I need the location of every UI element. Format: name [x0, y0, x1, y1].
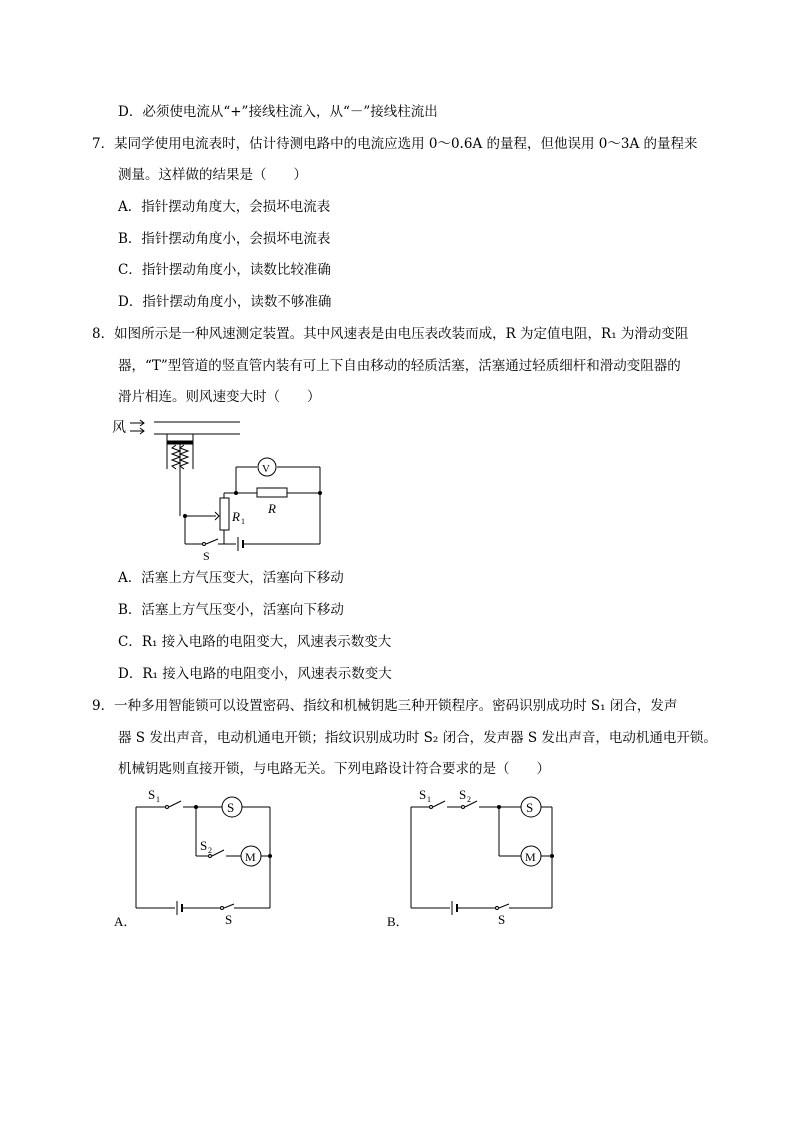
q7-stem-line1: 7．某同学使用电流表时，估计待测电路中的电流应选用 0～0.6A 的量程，但他误用 0～3A 的量程来	[92, 136, 698, 152]
switch-label: S	[203, 549, 210, 563]
q7-option-d: D．指针摆动角度小，读数不够准确	[118, 294, 332, 310]
q7-option-a: A．指针摆动角度大，会损坏电流表	[118, 199, 331, 215]
motor-label: M	[245, 850, 256, 864]
sounder-label: S	[526, 800, 534, 815]
motor-label: M	[525, 850, 536, 864]
main-switch-label: S	[498, 912, 506, 927]
option-a-label: A．	[114, 914, 137, 929]
q6-option-d: D．必须使电流从“+”接线柱流入，从“－”接线柱流出	[118, 104, 438, 120]
q7-option-b: B．指针摆动角度小，会损坏电流表	[118, 231, 331, 247]
s1-label: S	[148, 787, 156, 802]
q7-option-c: C．指针摆动角度小，读数比较准确	[118, 262, 331, 278]
q8-stem-line1: 8．如图所示是一种风速测定装置。其中风速表是由电压表改装而成，R 为定值电阻，R₁ 为滑动变阻	[92, 326, 689, 342]
rheostat-r1-label: R	[232, 509, 240, 524]
svg-text:1: 1	[427, 795, 431, 804]
svg-text:2: 2	[467, 795, 471, 804]
spring-left	[172, 445, 180, 469]
q8-option-a: A．活塞上方气压变大，活塞向下移动	[118, 570, 344, 586]
q9-stem-line2: 器 S 发出声音，电动机通电开锁；指纹识别成功时 S₂ 闭合，发声器 S 发出声音，电动机通电开锁。	[118, 730, 717, 746]
q9-stem-line1: 9．一种多用智能锁可以设置密码、指纹和机械钥匙三种开锁程序。密码识别成功时 S₁ 闭合，发声	[92, 698, 678, 714]
voltmeter-label: V	[262, 463, 270, 475]
s2-label: S	[200, 838, 208, 853]
q7-stem-line2: 测量。这样做的结果是（ ）	[118, 167, 307, 183]
wind-label: 风	[112, 421, 126, 436]
s2-label: S	[459, 787, 467, 802]
q9-circuit-a	[110, 784, 290, 934]
q8-option-c: C．R₁ 接入电路的电阻变大，风速表示数变大	[118, 634, 392, 650]
main-switch-label: S	[225, 912, 233, 927]
rheostat-r1-subscript: 1	[241, 517, 245, 526]
q8-stem-line2: 器，“T”型管道的竖直管内装有可上下自由移动的轻质活塞，活塞通过轻质细杆和滑动变阻器的	[118, 358, 681, 374]
s1-label: S	[419, 787, 427, 802]
svg-text:1: 1	[156, 795, 160, 804]
q9-stem-line3: 机械钥匙则直接开锁，与电路无关。下列电路设计符合要求的是（ ）	[118, 761, 550, 777]
q8-stem-line3: 滑片相连。则风速变大时（ ）	[118, 389, 321, 405]
resistor-r-label: R	[268, 501, 276, 516]
svg-text:2: 2	[208, 846, 212, 855]
q9-circuit-b	[385, 784, 565, 934]
switch-s	[206, 539, 218, 544]
resistor-r	[257, 488, 287, 497]
q8-option-b: B．活塞上方气压变小，活塞向下移动	[118, 602, 344, 618]
rheostat-r1	[220, 498, 229, 530]
piston	[168, 441, 192, 444]
sounder-label: S	[227, 800, 235, 815]
q8-option-d: D．R₁ 接入电路的电阻变小，风速表示数变大	[118, 666, 392, 682]
q8-wind-speed-figure	[110, 414, 340, 564]
option-b-label: B．	[387, 914, 409, 929]
